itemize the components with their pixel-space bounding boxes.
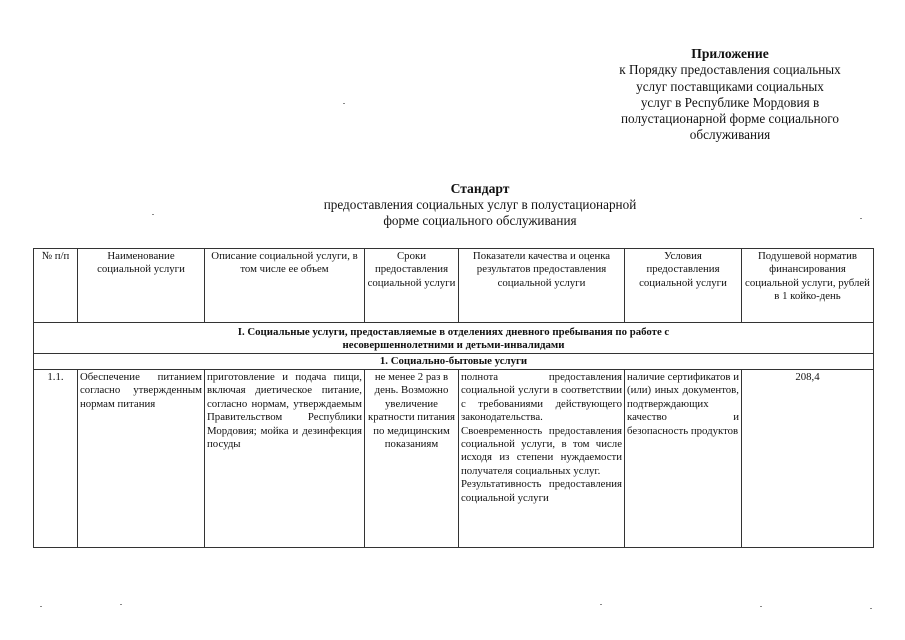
subsection-title: 1. Социально-бытовые услуги	[34, 354, 874, 370]
appendix-line: обслуживания	[689, 127, 771, 143]
row-quality	[459, 370, 625, 548]
standard-subtitle-line: предоставления социальных услуг в полустационарной	[323, 197, 637, 212]
table-header-row	[34, 249, 874, 323]
standard-table	[33, 248, 874, 548]
appendix-title: Приложение	[691, 46, 769, 61]
row-conditions: наличие сертификатов и (или) иных документов, подтверждающих качество и безопасность продуктов	[625, 370, 742, 548]
header-cell-description: Описание социальной услуги, в том числе ее объем	[205, 249, 365, 323]
standard-heading	[230, 181, 730, 229]
row-number: 1.1.	[34, 370, 78, 548]
header-cell-norm: Подушевой норматив финансирования социальной услуги, рублей в 1 койко-день	[742, 249, 874, 323]
row-service-name: Обеспечение питанием согласно утвержденным нормам питания	[78, 370, 205, 548]
header-cell-name: Наименование социальной услуги	[78, 249, 205, 323]
appendix-line: полустационарной форме социального	[621, 111, 839, 127]
appendix-line: услуг в Республике Мордовия в	[640, 94, 820, 110]
appendix-line: услуг поставщиками социальных	[636, 78, 824, 94]
quality-item: Своевременность предоставления социальной услуги, в том числе исходя из степени нуждаемости получателя социальных услуг.	[461, 424, 622, 477]
appendix-block	[585, 46, 875, 144]
row-description: приготовление и подача пищи, включая диетическое питание, согласно нормам, утверждаемым Правительством Республики Мордовия; мойка и дезинфекция посуды	[205, 370, 365, 548]
header-cell-number: № п/п	[34, 249, 78, 323]
quality-item: полнота предоставления социальной услуги в соответствии с требованиями действующего законодательства.	[461, 371, 622, 424]
header-cell-quality: Показатели качества и оценка результатов предоставления социальной услуги	[459, 249, 625, 323]
standard-subtitle-line: форме социального обслуживания	[383, 213, 577, 228]
header-cell-terms: Сроки предоставления социальной услуги	[365, 249, 459, 323]
section-row	[34, 323, 874, 354]
row-norm: 208,4	[742, 370, 874, 548]
table-row	[34, 370, 874, 548]
quality-item: Результативность предоставления социальной услуги	[461, 478, 622, 504]
appendix-line: к Порядку предоставления социальных	[619, 62, 841, 78]
subsection-row	[34, 354, 874, 370]
row-terms: не менее 2 раз в день. Возможно увеличение кратности питания по медицинским показаниям	[365, 370, 459, 548]
standard-title: Стандарт	[450, 181, 510, 196]
section-title: I. Социальные услуги, предоставляемые в отделениях дневного пребывания по работе с несовершеннолетними и детьми-инвалидами	[34, 323, 874, 354]
header-cell-conditions: Условия предоставления социальной услуги	[625, 249, 742, 323]
